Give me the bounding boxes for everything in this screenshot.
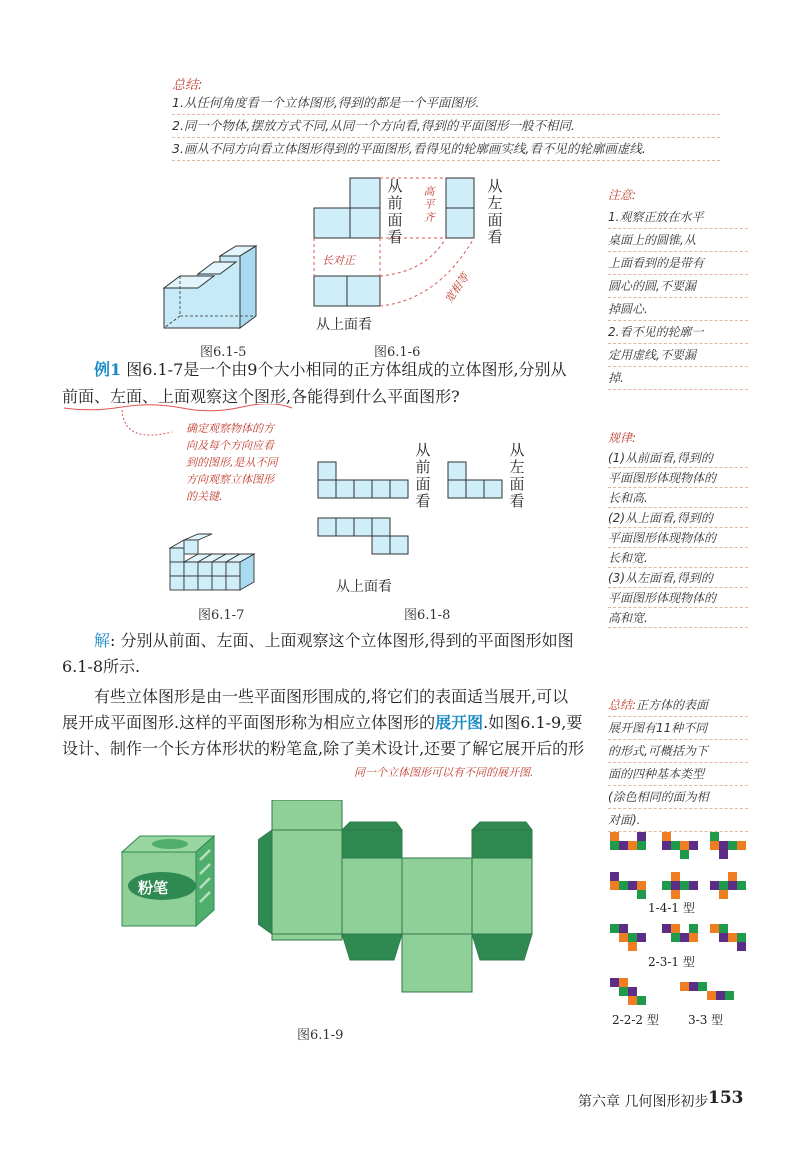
cube-net-types <box>606 832 746 1022</box>
fig6-left-label: 从左面看 <box>487 177 503 246</box>
note-line: 的形式,可概括为下 <box>608 740 748 763</box>
fig-6-1-7-solid <box>168 532 270 602</box>
para-line-3: 设计、制作一个长方体形状的粉笔盒,除了美术设计,还要了解它展开后的形 <box>62 739 585 758</box>
footer-chapter: 第六章 几何图形初步 <box>578 1094 709 1110</box>
annotation-key <box>186 420 306 505</box>
annotation-line: 向及每个方向应看 <box>186 439 274 452</box>
note-net-title: 总结: <box>608 698 637 712</box>
note-line: 展开图有11种不同 <box>608 717 748 740</box>
para-text-2a: 展开成平面图形.这样的平面图形称为相应立体图形的 <box>62 713 436 732</box>
note-attention-title: 注意: <box>608 188 637 202</box>
example-line-1 <box>94 357 567 383</box>
type-141-label: 1-4-1 型 <box>648 901 695 915</box>
note-line: 掉. <box>608 367 748 390</box>
note-line: 上面看到的是带有 <box>608 252 748 275</box>
fig6-front-label: 从前面看 <box>387 177 403 246</box>
note-line: (1)从前面看,得到的 <box>608 448 748 468</box>
summary-box <box>172 74 720 161</box>
annotation-line: 方向观察立体图形 <box>186 473 274 486</box>
fig6-kuan-label: 宽相等 <box>442 271 472 306</box>
note-rule <box>608 428 748 628</box>
fig-6-1-6-caption: 图6.1-6 <box>374 345 421 360</box>
note-line: (涂色相同的面为相 <box>608 786 748 809</box>
note-line: 定用虚线,不要漏 <box>608 344 748 367</box>
note-line: 对面). <box>608 809 748 832</box>
fig-6-1-5-caption: 图6.1-5 <box>200 345 247 360</box>
page-number: 153 <box>708 1088 744 1108</box>
fig8-left-label: 从左面看 <box>509 441 525 510</box>
note-line: 高和宽. <box>608 608 748 628</box>
solution-line-1 <box>94 628 574 654</box>
note-line: 面的四种基本类型 <box>608 763 748 786</box>
example-label: 例1 <box>94 360 122 379</box>
note-line: 平面图形体现物体的 <box>608 528 748 548</box>
summary-line: 2.同一个物体,摆放方式不同,从同一个方向看,得到的平面图形一般不相同. <box>172 115 720 138</box>
note-line: 桌面上的圆锥,从 <box>608 229 748 252</box>
fig8-top-label: 从上面看 <box>336 579 392 595</box>
note-line: 平面图形体现物体的 <box>608 468 748 488</box>
note-net <box>608 694 748 832</box>
fig6-chang-label: 长对正 <box>322 254 355 267</box>
solution-label: 解 <box>94 631 111 650</box>
note-line: 平面图形体现物体的 <box>608 588 748 608</box>
note-line: 2.看不见的轮廓一 <box>608 321 748 344</box>
note-line: (2)从上面看,得到的 <box>608 508 748 528</box>
summary-line: 1.从任何角度看一个立体图形,得到的都是一个平面图形. <box>172 92 720 115</box>
fig-6-1-5-solid <box>160 244 270 334</box>
fig6-gao-label: 高平齐 <box>423 185 435 224</box>
note-line: 掉圆心. <box>608 298 748 321</box>
annotation-line: 的关键. <box>186 490 223 503</box>
para-line-2 <box>62 710 582 736</box>
note-rule-title: 规律: <box>608 431 637 445</box>
fig6-top-label: 从上面看 <box>316 317 372 333</box>
type-231-label: 2-3-1 型 <box>648 955 695 969</box>
note-net-line-0: 正方体的表面 <box>636 698 709 712</box>
term-unfold: 展开图 <box>435 713 484 732</box>
fig-6-1-8-caption: 图6.1-8 <box>404 608 451 623</box>
fig-6-1-9-caption: 图6.1-9 <box>297 1028 344 1043</box>
para-line-1: 有些立体图形是由一些平面图形围成的,将它们的表面适当展开,可以 <box>94 687 569 706</box>
fig8-front-label: 从前面看 <box>415 441 431 510</box>
note-line: (3)从左面看,得到的 <box>608 568 748 588</box>
annotation-line: 到的图形,是从不同 <box>186 456 278 469</box>
note-line <box>608 694 748 717</box>
note-attention <box>608 184 748 390</box>
note-line: 圆心的圆,不要漏 <box>608 275 748 298</box>
type-222-label: 2-2-2 型 <box>612 1013 659 1027</box>
solution-text-1: : 分别从前面、左面、上面观察这个立体图形,得到的平面图形如图 <box>110 631 574 650</box>
summary-line: 3.画从不同方向看立体图形得到的平面图形,看得见的轮廓画实线,看不见的轮廓画虚线. <box>172 138 720 161</box>
example-text-1: 图6.1-7是一个由9个大小相同的正方体组成的立体图形,分别从 <box>126 360 567 379</box>
annotation-net: 同一个立体图形可以有不同的展开图. <box>354 766 534 779</box>
chalk-box-label: 粉笔 <box>138 879 169 897</box>
example-text-2: 前面、左面、上面观察这个图形,各能得到什么平面图形? <box>62 387 460 406</box>
solution-text-2: 6.1-8所示. <box>62 657 141 676</box>
note-line: 长和宽. <box>608 548 748 568</box>
annotation-line: 确定观察物体的方 <box>186 422 274 435</box>
type-33-label: 3-3 型 <box>688 1013 724 1027</box>
fig-6-1-7-caption: 图6.1-7 <box>198 608 245 623</box>
para-text-2b: .如图6.1-9,要 <box>483 713 583 732</box>
note-line: 1.观察正放在水平 <box>608 206 748 229</box>
note-line: 长和高. <box>608 488 748 508</box>
net-141-a <box>610 832 646 850</box>
summary-title: 总结: <box>172 78 203 93</box>
fig-6-1-9-net <box>258 800 538 996</box>
